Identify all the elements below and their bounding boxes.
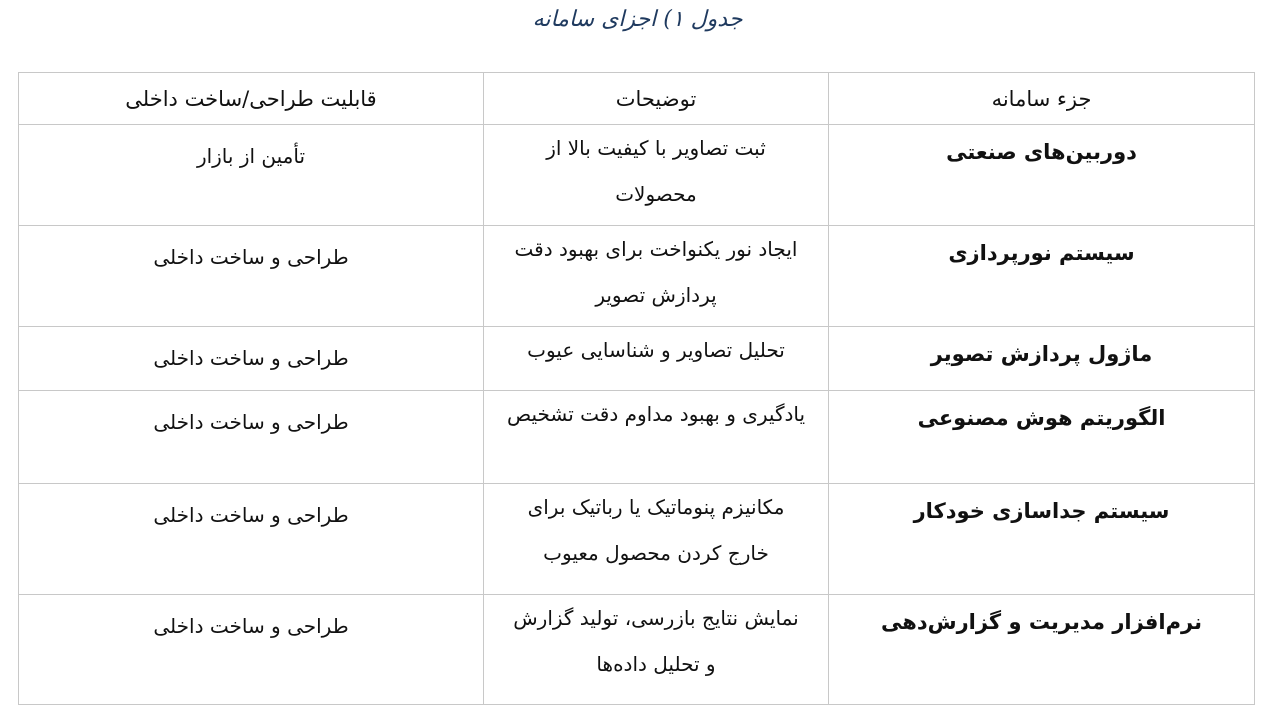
description-text: تحلیل تصاویر و شناسایی عیوب [527,338,785,362]
cell-description [484,595,829,705]
table-header-row [19,73,1255,125]
table-row [19,327,1255,391]
cell-component: دوربین‌های صنعتی [829,125,1255,226]
components-table [18,72,1255,705]
cell-description [484,226,829,327]
description-text: ایجاد نور یکنواخت برای بهبود دقت پردازش تصویر [514,237,798,307]
table-row [19,226,1255,327]
table-caption: جدول ۱) اجزای سامانه [532,7,743,32]
cell-description [484,484,829,595]
description-text: نمایش نتایج بازرسی، تولید گزارش و تحلیل داده‌ها [513,606,799,676]
description-text: یادگیری و بهبود مداوم دقت تشخیص [506,402,806,426]
header-component: جزء سامانه [829,73,1255,125]
table-row [19,595,1255,705]
cell-component: الگوریتم هوش مصنوعی [829,391,1255,484]
cell-component: ماژول پردازش تصویر [829,327,1255,391]
description-text: ثبت تصاویر با کیفیت بالا از محصولات [546,136,766,206]
header-description: توضیحات [484,73,829,125]
cell-component: سیستم نورپردازی [829,226,1255,327]
table-row [19,125,1255,226]
cell-description [484,391,829,484]
cell-capability: طراحی و ساخت داخلی [19,391,484,484]
cell-capability: طراحی و ساخت داخلی [19,484,484,595]
cell-description [484,125,829,226]
cell-description [484,327,829,391]
cell-capability: طراحی و ساخت داخلی [19,327,484,391]
cell-capability: طراحی و ساخت داخلی [19,595,484,705]
header-capability: قابلیت طراحی/ساخت داخلی [19,73,484,125]
table-row [19,484,1255,595]
cell-capability: تأمین از بازار [19,125,484,226]
description-text: مکانیزم پنوماتیک یا رباتیک برای خارج کردن محصول معیوب [527,495,785,565]
cell-component: نرم‌افزار مدیریت و گزارش‌دهی [829,595,1255,705]
cell-component: سیستم جداسازی خودکار [829,484,1255,595]
cell-capability: طراحی و ساخت داخلی [19,226,484,327]
table-row [19,391,1255,484]
